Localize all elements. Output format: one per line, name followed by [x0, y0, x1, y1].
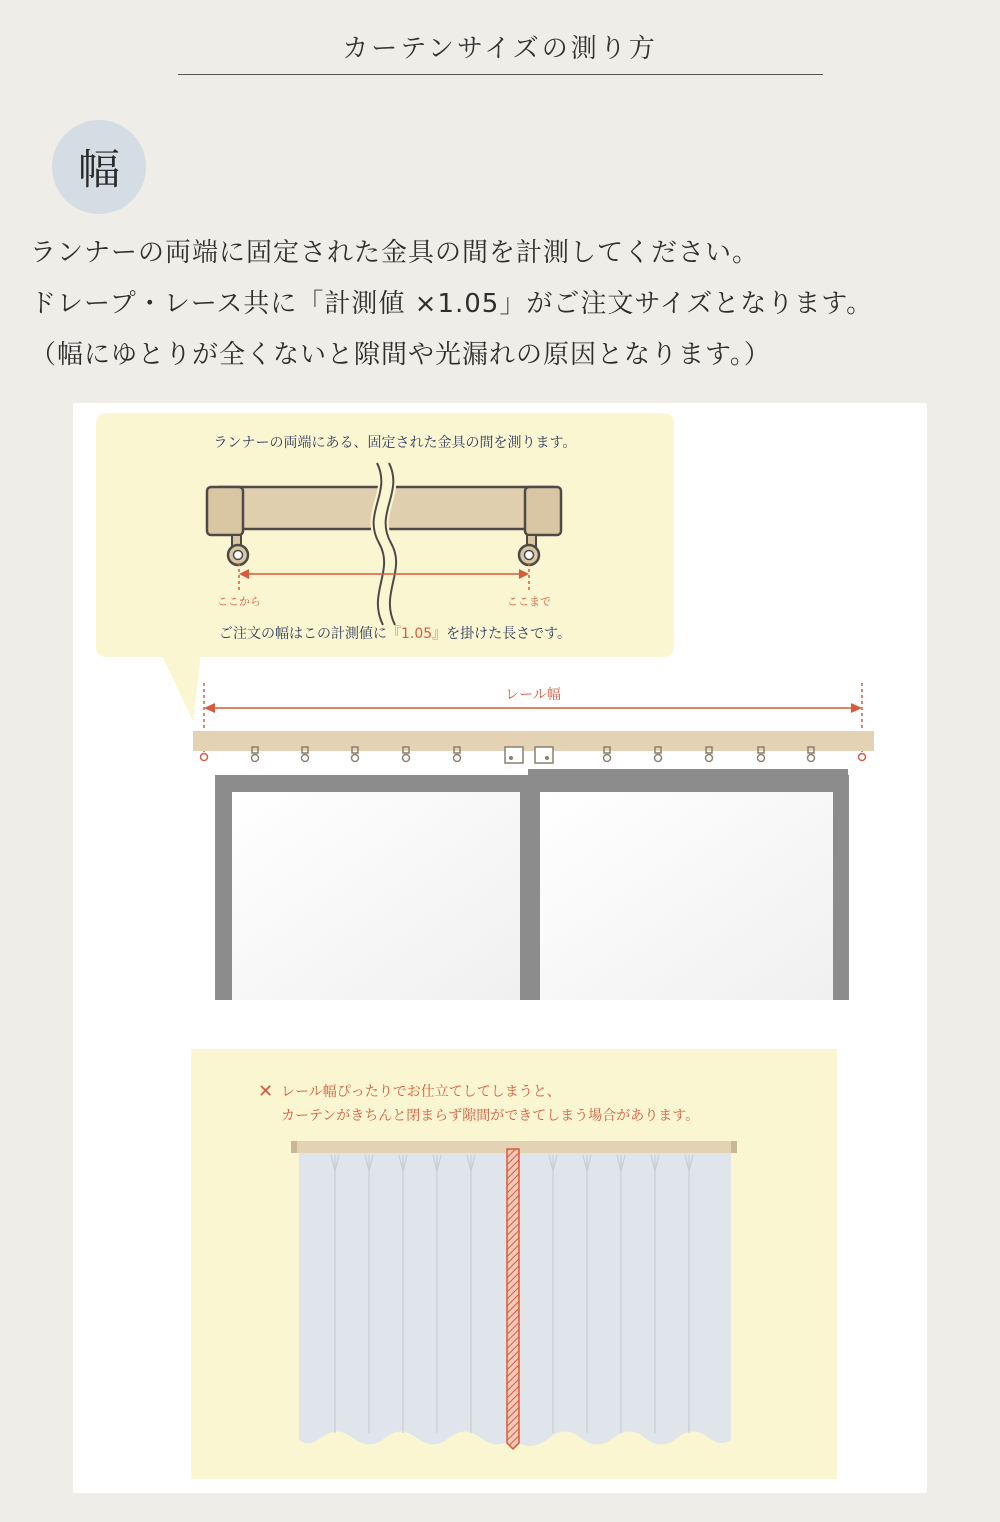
callout-note-pre: ご注文の幅はこの計測値に	[218, 626, 387, 642]
width-badge: 幅	[52, 120, 146, 214]
callout-title: ランナーの両端にある、固定された金具の間を測ります。	[213, 435, 577, 451]
rail-width-label: レール幅	[505, 687, 561, 703]
gap-highlight	[507, 1149, 519, 1449]
intro-line-1: ランナーの両端に固定された金具の間を計測してください。	[30, 238, 760, 268]
left-end-marker	[201, 754, 208, 761]
runner-ring	[302, 755, 309, 762]
measurement-diagram	[73, 403, 927, 1493]
right-end-marker	[859, 754, 866, 761]
runner-ring	[403, 755, 410, 762]
left-curtain	[299, 1153, 513, 1445]
to-label: ここまで	[507, 595, 551, 608]
runner-ring	[808, 755, 815, 762]
runner-ring	[758, 755, 765, 762]
warning-cross-icon: ✕	[258, 1081, 274, 1102]
curtain-rail	[193, 731, 874, 751]
runner-ring	[454, 755, 461, 762]
diagram-panel	[73, 403, 927, 1493]
window-frame	[215, 769, 849, 1000]
runner-ring	[252, 755, 259, 762]
warning-line-2: カーテンがきちんと閉まらず隙間ができてしまう場合があります。	[281, 1108, 700, 1124]
right-curtain	[519, 1153, 731, 1446]
intro-text	[30, 228, 980, 381]
runner-ring	[655, 755, 662, 762]
from-label: ここから	[217, 595, 261, 608]
runner-ring	[352, 755, 359, 762]
intro-line-2: ドレープ・レース共に「計測値 ×1.05」がご注文サイズとなります。	[30, 289, 874, 319]
runner-ring	[604, 755, 611, 762]
callout-note-highlight: 『1.05』	[386, 626, 447, 642]
intro-line-3: （幅にゆとりが全くないと隙間や光漏れの原因となります。）	[30, 340, 771, 370]
callout-note	[219, 625, 571, 642]
warning-line-1: レール幅ぴったりでお仕立てしてしまうと、	[281, 1084, 561, 1100]
runner-ring	[706, 755, 713, 762]
callout-note-post: を掛けた長さです。	[446, 626, 572, 642]
page-title: カーテンサイズの測り方	[342, 34, 658, 64]
curtain-illustration	[291, 1141, 737, 1449]
title-divider	[178, 74, 823, 75]
